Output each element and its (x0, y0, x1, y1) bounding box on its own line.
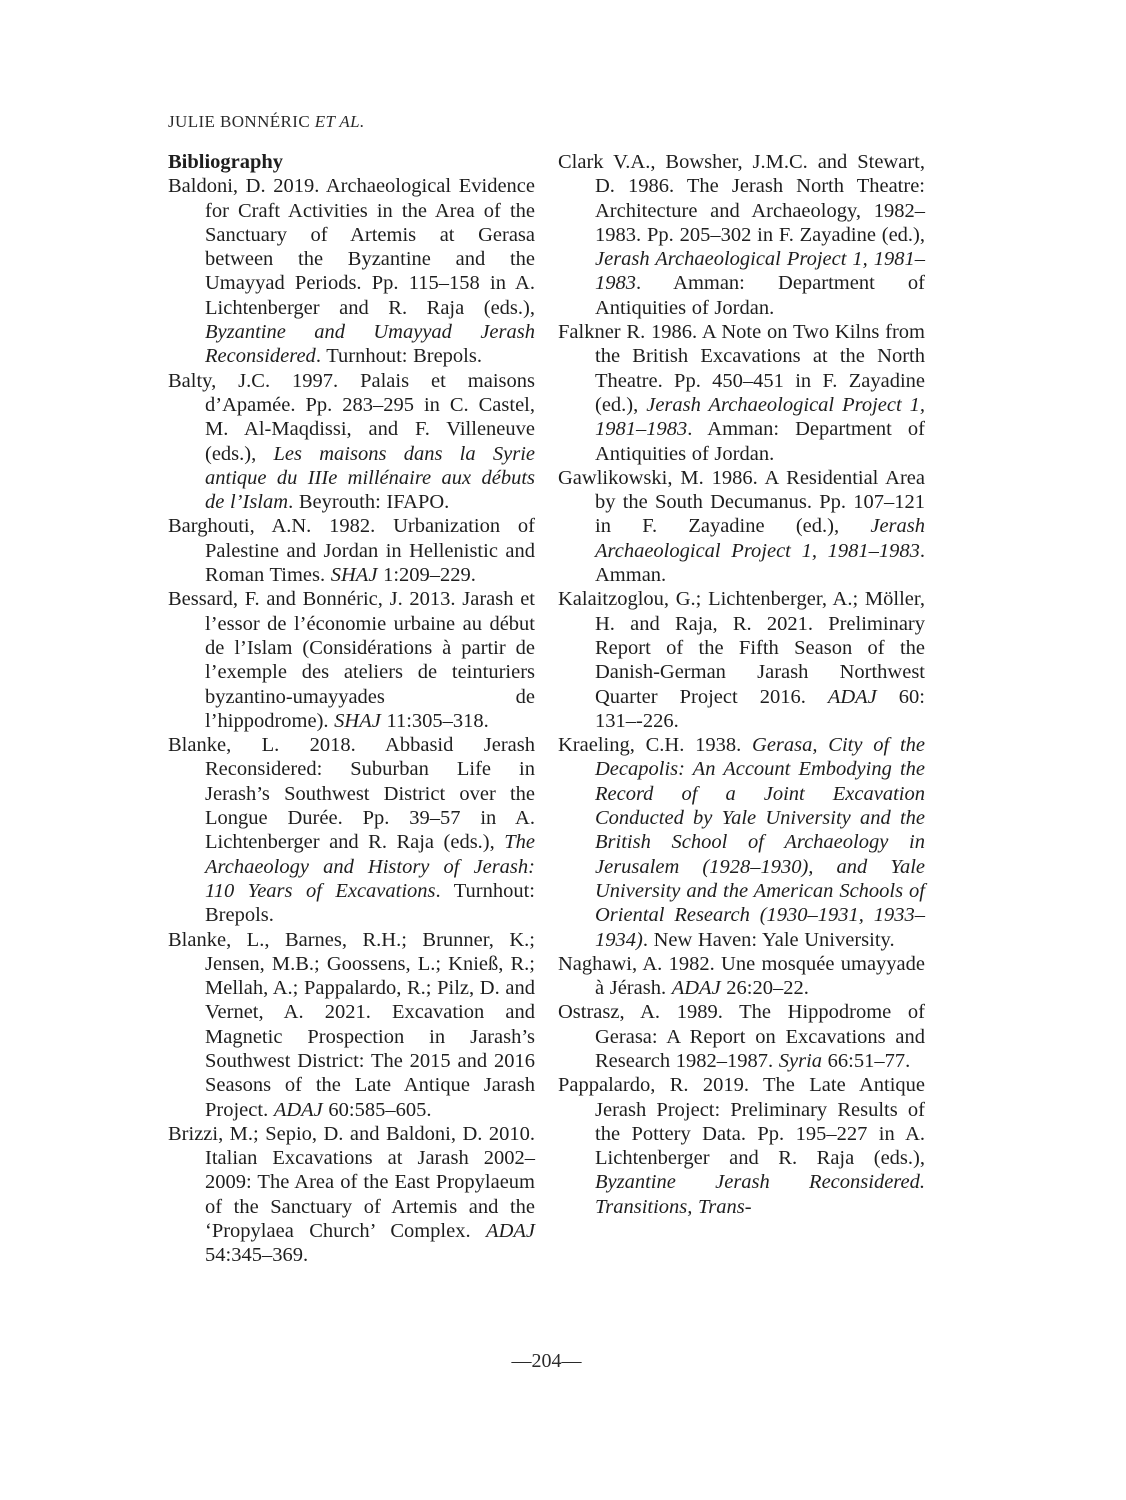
entry-text: Kalaitzoglou, G.; Lichtenberger, A.; Möller, H. and Raja, R. 2021. Preliminary Report of the Fifth Season of the Danish-German Jarash Northwest Quarter Project 2016. (558, 588, 925, 708)
entry-text-italic: ADAJ (273, 1098, 323, 1121)
bibliography-entry (558, 466, 925, 587)
entry-text-italic: SHAJ (330, 564, 378, 587)
entry-text: 11:305–318. (380, 709, 489, 732)
right-column-entries (558, 150, 925, 1219)
entry-text-italic: Les maisons dans la Syrie antique du IIIe millénaire aux débuts de l’Islam (205, 442, 536, 514)
entry-text: . Amman: Department of Antiquities of Jordan. (595, 272, 925, 319)
entry-text: . Beyrouth: IFAPO. (288, 491, 450, 514)
bibliography-entry (558, 1073, 925, 1219)
left-column (168, 150, 535, 1268)
entry-text: Kraeling, C.H. 1938. (558, 734, 753, 757)
bibliography-entry (558, 587, 925, 733)
entry-text-italic: Gerasa, City of the Decapolis: An Account Embodying the Record of a Joint Excavation Conducted by Yale University and the British School of Archaeology in Jerusalem (1928–1930), and Yale University and the American Schools of Oriental Research (1930–1931, 1933–1934) (595, 734, 925, 951)
entry-text: 60:585–605. (322, 1098, 432, 1121)
entry-text: Baldoni, D. 2019. Archaeological Evidence for Craft Activities in the Area of the Sanctuary of Artemis at Gerasa between the Byzantine and the Umayyad Periods. Pp. 115–158 in A. Lichtenberger and R. Raja (eds.), (168, 175, 535, 319)
running-head-etal: ET AL. (314, 112, 365, 131)
entry-text-italic: ADAJ (671, 977, 721, 1000)
bibliography-entry (558, 733, 925, 952)
running-head-author: JULIE BONNÉRIC (168, 112, 315, 131)
entry-text: 54:345–369. (205, 1244, 309, 1267)
entry-text: Bessard, F. and Bonnéric, J. 2013. Jarash et l’essor de l’économie urbaine au début de l’Islam (Considérations à partir de l’exemple des ateliers de teinturiers byzantino-umayyades de l’hippodrome). (168, 588, 535, 732)
entry-text: Clark V.A., Bowsher, J.M.C. and Stewart, D. 1986. The Jerash North Theatre: Architecture and Archaeology, 1982–1983. Pp. 205–302 in F. Zayadine (ed.), (558, 151, 925, 246)
entry-text: . New Haven: Yale University. (642, 928, 895, 951)
entry-text-italic: Byzantine Jerash Reconsidered. Transitions, Trans- (595, 1171, 925, 1218)
entry-text-italic: SHAJ (334, 709, 381, 732)
bibliography-entry (168, 1122, 535, 1268)
entry-text: Falkner R. 1986. A Note on Two Kilns from the British Excavations at the North Theatre. Pp. 450–451 in F. Zayadine (ed.), (558, 321, 925, 416)
bibliography-entry (168, 928, 535, 1122)
entry-text-italic: ADAJ (827, 685, 877, 708)
section-heading: Bibliography (168, 151, 284, 173)
entry-text-italic: Jerash Archaeological Project 1, 1981–1983 (595, 393, 925, 441)
bibliography-entry (168, 174, 535, 368)
bibliography-entry (558, 1000, 925, 1073)
entry-text: . Amman: Department of Antiquities of Jordan. (595, 418, 925, 465)
entry-text: . Turnhout: Brepols. (205, 879, 536, 927)
bibliography-entry (168, 587, 535, 733)
entry-text: 60: 131–-226. (595, 685, 925, 732)
entry-text-italic: Jerash Archaeological Project 1, 1981–1983 (595, 248, 925, 295)
entry-text: Gawlikowski, M. 1986. A Residential Area by the South Decumanus. Pp. 107–121 in F. Zayadine (ed.), (558, 466, 925, 538)
entry-text: Blanke, L. 2018. Abbasid Jerash Reconsidered: Suburban Life in Jerash’s Southwest District over the Longue Durée. Pp. 39–57 in A. Lichtenberger and R. Raja (eds.), (168, 734, 535, 854)
bibliography-entry (168, 733, 535, 927)
running-head (168, 112, 365, 132)
page-number: —204— (511, 1350, 582, 1372)
entry-text-italic: Jerash Archaeological Project 1, 1981–1983 (595, 515, 925, 562)
bibliography-entry (558, 952, 925, 1001)
entry-text: 26:20–22. (720, 977, 809, 1000)
bibliography-entry (558, 320, 925, 466)
right-column (558, 150, 925, 1268)
entry-text: Blanke, L., Barnes, R.H.; Brunner, K.; Jensen, M.B.; Goossens, L.; Knieß, R.; Mellah, A.; Pappalardo, R.; Pilz, D. and Vernet, A. 2021. Excavation and Magnetic Prospection in Jarash’s Southwest District: The 2015 and 2016 Seasons of the Late Antique Jarash Project. (168, 928, 535, 1121)
entry-text: Brizzi, M.; Sepio, D. and Baldoni, D. 2010. Italian Excavations at Jarash 2002–2009: The Area of the East Propylaeum of the Sanctuary of Artemis and the ‘Propylaea Church’ Complex. (168, 1122, 535, 1243)
entry-text: . Amman. (595, 539, 925, 587)
entry-text-italic: The Archaeology and History of Jerash: 110 Years of Excavations (205, 831, 535, 902)
entry-text-italic: Byzantine and Umayyad Jerash Reconsidered (205, 321, 535, 368)
entry-text: Ostrasz, A. 1989. The Hippodrome of Gerasa: A Report on Excavations and Research 1982–1987. (558, 1001, 925, 1072)
entry-text: Barghouti, A.N. 1982. Urbanization of Palestine and Jordan in Hellenistic and Roman Times. (168, 515, 535, 587)
entry-text-italic: Syria (778, 1049, 823, 1072)
bibliography-entry (168, 514, 535, 587)
entry-text: Naghawi, A. 1982. Une mosquée umayyade à Jérash. (558, 952, 925, 1000)
entry-text: . Turnhout: Brepols. (315, 345, 482, 368)
entry-text: Balty, J.C. 1997. Palais et maisons d’Apamée. Pp. 283–295 in C. Castel, M. Al-Maqdissi, and F. Villeneuve (eds.), (168, 369, 535, 465)
entry-text: 1:209–229. (377, 564, 476, 587)
entry-text: Pappalardo, R. 2019. The Late Antique Jerash Project: Preliminary Results of the Pottery Data. Pp. 195–227 in A. Lichtenberger and R. Raja (eds.), (558, 1074, 925, 1170)
entry-text-italic: ADAJ (486, 1220, 535, 1243)
entry-text: 66:51–77. (822, 1049, 911, 1072)
left-column-entries (168, 174, 535, 1267)
bibliography-entry (168, 369, 535, 515)
bibliography-entry (558, 150, 925, 320)
bibliography-content (168, 150, 925, 1268)
